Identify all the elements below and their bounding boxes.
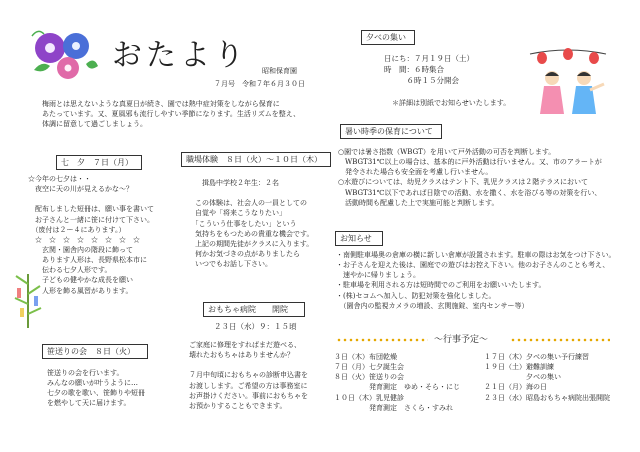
text-line: ☆今年の七夕は・・ (28, 175, 91, 183)
schedule-item: ２３日（水）昭島おもちゃ病院出張開院 (484, 393, 610, 402)
text-line: 夜空に天の川が見えるかな～？ (28, 185, 133, 194)
okuri-heading: 笹送りの会 ８日（火） (42, 344, 148, 359)
text-line (188, 188, 313, 198)
schedule-item: ２１日（月）海の日 (484, 383, 547, 392)
text-line: お預かりすることもできます。 (182, 401, 287, 410)
text-line: ○園では暑さ指数（WBGT）を用いて戸外活動の可否を判断します。 (338, 148, 556, 156)
yube-heading: 夕べの集い (361, 30, 415, 45)
text-line: 何かお気づきの点がありましたら (188, 249, 300, 258)
text-line: お声掛けください。事前におもちゃを (182, 391, 308, 400)
shokuba-heading: 職場体験 ８日（火）～１０日（木） (181, 152, 331, 167)
text-line: 壊れたおもちゃはありませんか？ (182, 351, 294, 360)
tanabata-heading: 七 夕 ７日（月） (56, 155, 142, 170)
text-line: 速やかに帰りましょう。 (336, 271, 420, 280)
text-line: ７月中旬頃におもちゃの診断申込書を (182, 371, 308, 380)
issue-date: ７月号 令和７年６月３０日 (214, 80, 305, 88)
text-line: 子どもの健やかな成長を願い (28, 276, 133, 285)
text-line: （废付は２ー４にあります。） (28, 225, 126, 234)
shokuba-body (188, 178, 313, 269)
text-line: ・(株)セコムへ加入し、防犯対策を強化しました。 (336, 291, 496, 300)
schedule-item: 発育測定 さくら・すみれ (334, 403, 453, 412)
page-title: おたより (112, 38, 248, 73)
text-line: を燃やして天に届けます。 (40, 399, 131, 408)
schedule-right-list (484, 352, 610, 403)
text-line: ・南側駐車場奥の倉庫の横に新しい倉庫が設置されます。駐車の際はお気をつけ下さい。 (336, 251, 616, 259)
text-line: 揖島中学校２年生：２名 (188, 179, 279, 187)
atsui-heading: 暑い時季の保育について (340, 124, 442, 139)
text-line: 自覚や「将来こうなりたい」 (188, 209, 286, 218)
omocha-heading: おもちゃ病院 開院 (203, 302, 305, 317)
text-line: ○水遊びについては、幼児クラスはテント下、乳児クラスは２階テラスにおいて (338, 178, 588, 187)
text-line: 人形を飾る風習があります。 (28, 286, 133, 295)
text-line (182, 360, 308, 370)
morning-glory-illustration (28, 26, 100, 82)
text-line: 上記の期間先徒がクラスに入ります。 (188, 239, 314, 248)
tanabata-body (28, 174, 154, 296)
intro-line: 梅雨とは思えないような真夏日が続き、園では熱中症対策をしながら保育に (42, 100, 280, 108)
text-line: 玄関・園舎内の階段に飾って (28, 245, 133, 254)
text-line: ☆ ☆ ☆ ☆ ☆ ☆ ☆ ☆ (28, 235, 140, 244)
organization-name: 昭和保育園 (262, 67, 297, 75)
text-line: いつでもお話し下さい。 (188, 260, 272, 269)
schedule-item: 夕べの集い (484, 373, 561, 382)
oshirase-body (336, 250, 615, 311)
text-line: お子さんと一緒に笹に付けて下さい。 (28, 215, 154, 224)
schedule-item: ７日（月）七夕誕生会 (334, 363, 404, 372)
schedule-item: １０日（木）乳児健診 (334, 393, 404, 402)
intro-line: 体調に留意して過ごしましょう。 (42, 120, 147, 129)
text-line: WBGT31℃以下であれば日陰での活動、水を撒く、水を浴びる等の対策を行い、 (338, 188, 602, 197)
text-line: 日にち：７月１９日（土） (384, 54, 474, 63)
yube-body (384, 54, 474, 87)
children-festival-illustration (528, 44, 608, 116)
dotted-separator-left (336, 338, 428, 342)
omocha-date: ２３日（水）９：１５頃 (214, 322, 297, 331)
text-line: この体験は、社会人の一員としての (188, 199, 307, 208)
oshirase-heading: お知らせ (335, 231, 383, 246)
schedule-item: １７日（木）夕べの集い予行練習 (484, 353, 589, 361)
text-line: 気持ちをもつための貴重な機会です。 (188, 229, 314, 238)
okuri-body (40, 368, 145, 409)
text-line: （園舎内の監視カメラの増設、玄関施錠、室内センサー等） (336, 301, 529, 310)
text-line: 七夕の歌を歌い、笹飾りや短冊 (40, 389, 145, 398)
schedule-item: 発育測定 ゆめ・そら・にじ (334, 383, 460, 392)
text-line: 笹送りの会を行います。 (40, 369, 124, 377)
text-line: WBGT31℃以上の場合は、基本的に戸外活動は行いません。又、市のアラートが (338, 158, 602, 167)
schedule-item: ３日（木）布団乾燥 (334, 353, 397, 361)
text-line: ・お子さんを迎えた後は、園庭での遊びはお控え下さい。他のお子さんのことも考え、 (336, 261, 610, 270)
text-line: あります人形は、長野県松本市に (28, 256, 147, 265)
schedule-item: ８日（火）笹送りの会 (334, 373, 404, 382)
text-line: ご家庭に修理をすればまだ遊べる、 (182, 341, 301, 349)
text-line: お渡しします。ご希望の方は事務室に (182, 381, 308, 390)
text-line: みんなの願いが叶うように… (40, 379, 138, 388)
intro-line: あたっています。又、夏風邪も流行しやすい季節になります。生活リズムを整え、 (42, 110, 301, 119)
text-line: 配布しました短冊は、願い事を書いて (28, 205, 154, 214)
schedule-heading: ～行事予定～ (434, 335, 489, 345)
text-line (28, 194, 154, 204)
text-line: 「こういう仕事をしたい」という (188, 219, 297, 228)
text-line: 発令された場合も安全面を考慮し行いません。 (338, 168, 493, 177)
atsui-body (338, 147, 602, 208)
dotted-separator-right (510, 338, 610, 342)
intro-paragraph (42, 99, 300, 129)
text-line: 伝わる七夕人形です。 (28, 266, 112, 275)
text-line: 活動時間も配慮した上で実施可能と判断します。 (338, 198, 499, 207)
text-line: 時 間：６時集合 (384, 64, 444, 74)
yube-note: ＊詳細は別紙でお知らせいたします。 (392, 99, 511, 107)
schedule-item: １９日（土）避難訓練 (484, 363, 554, 372)
text-line: ・駐車場を利用される方は短時間でのご利用をお願いいたします。 (336, 281, 546, 290)
omocha-body (182, 340, 308, 411)
text-line: ６時１５分開会 (384, 75, 459, 85)
schedule-left-list (334, 352, 460, 413)
